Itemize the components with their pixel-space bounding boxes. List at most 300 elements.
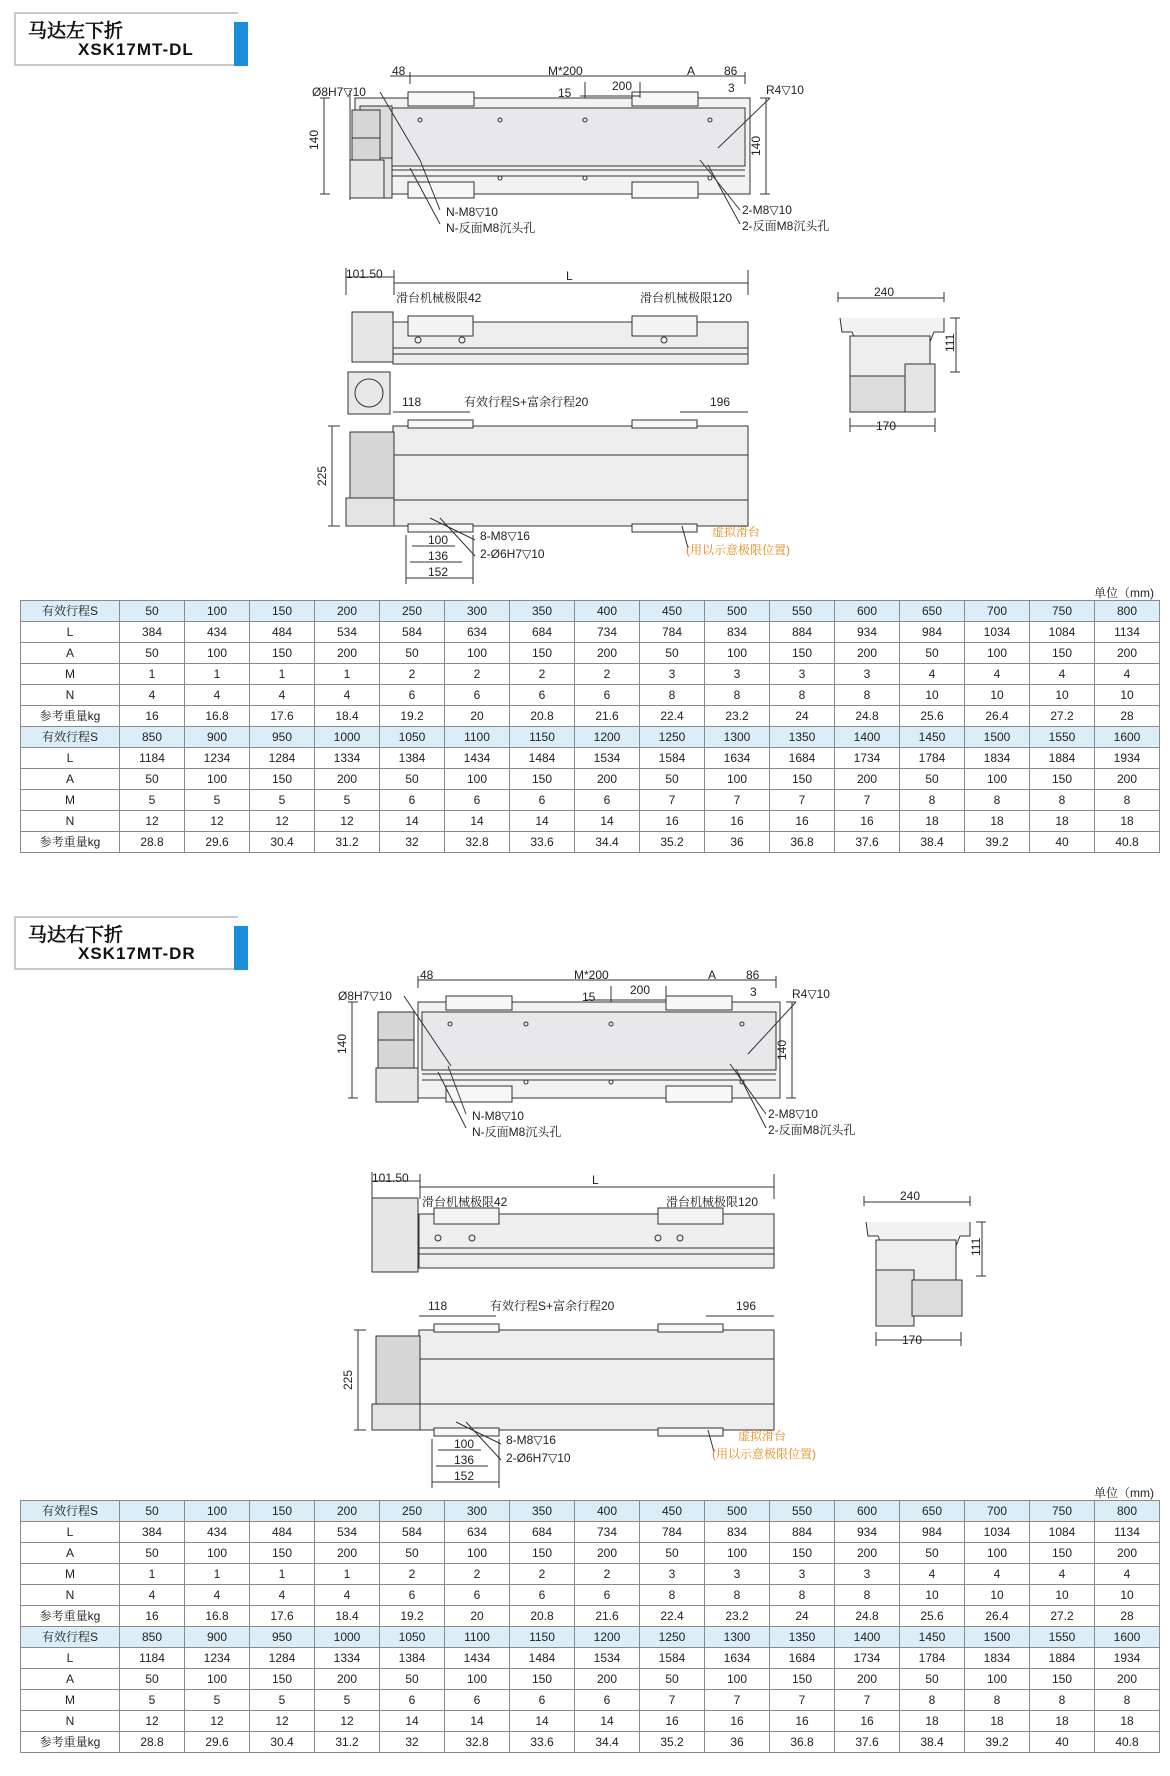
table-cell: 12: [250, 1711, 315, 1732]
dim-240: 240: [900, 1189, 921, 1203]
table-cell: 50: [380, 1543, 445, 1564]
table-cell: 450: [640, 601, 705, 622]
table-cell: 50: [120, 1543, 185, 1564]
table-cell: 1684: [770, 1648, 835, 1669]
table-cell: 30.4: [250, 832, 315, 853]
table-cell: 584: [380, 622, 445, 643]
label-pin: Ø8H7▽10: [338, 989, 392, 1003]
table-cell: 20.8: [510, 1606, 575, 1627]
table-cell: 3: [770, 1564, 835, 1585]
table-row: [21, 1711, 1160, 1732]
table-cell: 4: [250, 1585, 315, 1606]
table-cell: 2: [575, 664, 640, 685]
table-cell: 4: [120, 685, 185, 706]
table-cell: 900: [185, 727, 250, 748]
table-cell: 1234: [185, 1648, 250, 1669]
table-cell: 8: [1095, 790, 1160, 811]
table-cell: 5: [185, 790, 250, 811]
top-view: [348, 976, 796, 1128]
table-cell: 150: [250, 643, 315, 664]
dim-3: 3: [728, 81, 735, 95]
table-cell: 100: [965, 1669, 1030, 1690]
table-cell: 1934: [1095, 1648, 1160, 1669]
dim-m200: M*200: [548, 64, 583, 78]
table-cell: 1000: [315, 727, 380, 748]
table-cell: 39.2: [965, 1732, 1030, 1753]
table-cell: 50: [640, 1543, 705, 1564]
table-cell: 984: [900, 1522, 965, 1543]
table-cell: 150: [250, 1669, 315, 1690]
table-cell: 1: [250, 1564, 315, 1585]
table-cell: 684: [510, 622, 575, 643]
table-cell: 7: [770, 1690, 835, 1711]
table-cell: 1: [185, 664, 250, 685]
table-cell: 1484: [510, 748, 575, 769]
table-cell: 50: [380, 643, 445, 664]
table-cell: 984: [900, 622, 965, 643]
table-cell: 12: [185, 811, 250, 832]
label-8-m8: 8-M8▽16: [506, 1433, 556, 1447]
table-cell: 2: [380, 664, 445, 685]
table-row: [21, 832, 1160, 853]
dim-m200: M*200: [574, 968, 609, 982]
table-cell: 28: [1095, 706, 1160, 727]
table-cell: 18.4: [315, 706, 380, 727]
table-cell: 750: [1030, 1501, 1095, 1522]
table-cell: 18.4: [315, 1606, 380, 1627]
table-cell: 26.4: [965, 1606, 1030, 1627]
table-cell: 24: [770, 1606, 835, 1627]
table-cell: 100: [185, 601, 250, 622]
table-cell: 850: [120, 1627, 185, 1648]
row-header: A: [21, 643, 120, 664]
table-cell: 16: [705, 811, 770, 832]
end-view: [864, 1196, 986, 1346]
table-cell: 1300: [705, 1627, 770, 1648]
dim-a: A: [708, 968, 717, 982]
dim-118: 118: [428, 1299, 448, 1313]
table-cell: 50: [900, 1669, 965, 1690]
table-cell: 150: [1030, 1669, 1095, 1690]
table-cell: 1550: [1030, 1627, 1095, 1648]
label-virtual: 虚拟滑台: [712, 525, 761, 539]
label-2-back: 2-反面M8沉头孔: [742, 219, 830, 233]
table-cell: 8: [640, 685, 705, 706]
table-cell: 8: [965, 1690, 1030, 1711]
dim-196: 196: [710, 395, 731, 409]
table-cell: 300: [445, 601, 510, 622]
dim-86: 86: [746, 968, 760, 982]
table-cell: 23.2: [705, 706, 770, 727]
table-cell: 4: [185, 1585, 250, 1606]
table-cell: 35.2: [640, 832, 705, 853]
dim-15: 15: [558, 86, 572, 100]
table-cell: 4: [1030, 664, 1095, 685]
table-cell: 200: [1095, 1543, 1160, 1564]
table-cell: 650: [900, 601, 965, 622]
table-cell: 16: [640, 1711, 705, 1732]
dim-118: 118: [402, 395, 422, 409]
table-cell: 50: [120, 769, 185, 790]
table-cell: 33.6: [510, 832, 575, 853]
dim-111: 111: [969, 1237, 983, 1256]
table-cell: 50: [380, 1669, 445, 1690]
table-cell: 100: [185, 1543, 250, 1564]
label-limit-120: 滑台机械极限120: [666, 1195, 759, 1209]
table-cell: 25.6: [900, 706, 965, 727]
row-header: L: [21, 1522, 120, 1543]
table-cell: 1500: [965, 727, 1030, 748]
table-cell: 384: [120, 1522, 185, 1543]
table-cell: 6: [510, 1585, 575, 1606]
table-cell: 100: [185, 1669, 250, 1690]
table-cell: 8: [705, 1585, 770, 1606]
table-cell: 1300: [705, 727, 770, 748]
table-cell: 12: [185, 1711, 250, 1732]
table-cell: 1834: [965, 1648, 1030, 1669]
dim-152: 152: [428, 565, 449, 579]
table-cell: 150: [1030, 769, 1095, 790]
table-cell: 200: [575, 1543, 640, 1564]
table-cell: 31.2: [315, 1732, 380, 1753]
table-cell: 1150: [510, 1627, 575, 1648]
table-cell: 2: [510, 664, 575, 685]
table-cell: 50: [640, 1669, 705, 1690]
table-cell: 1284: [250, 1648, 315, 1669]
table-cell: 14: [575, 1711, 640, 1732]
dim-140-right: 140: [749, 135, 763, 156]
table-cell: 5: [315, 790, 380, 811]
table-cell: 28: [1095, 1606, 1160, 1627]
table-cell: 21.6: [575, 1606, 640, 1627]
table-cell: 200: [315, 643, 380, 664]
table-cell: 24.8: [835, 1606, 900, 1627]
model-name: XSK17MT-DL: [78, 40, 194, 59]
table-cell: 200: [575, 1669, 640, 1690]
table-cell: 1034: [965, 622, 1030, 643]
table-cell: 7: [770, 790, 835, 811]
model-name: XSK17MT-DR: [78, 944, 196, 963]
table-cell: 800: [1095, 601, 1160, 622]
table-cell: 26.4: [965, 706, 1030, 727]
table-cell: 22.4: [640, 1606, 705, 1627]
label-2-back: 2-反面M8沉头孔: [768, 1123, 856, 1137]
table-cell: 18: [900, 1711, 965, 1732]
side-view: [328, 268, 748, 584]
table-cell: 7: [705, 1690, 770, 1711]
table-cell: 3: [835, 664, 900, 685]
top-view-motor: [376, 1012, 418, 1102]
table-cell: 4: [250, 685, 315, 706]
table-cell: 1350: [770, 1627, 835, 1648]
table-cell: 850: [120, 727, 185, 748]
table-cell: 16: [835, 1711, 900, 1732]
table-cell: 500: [705, 1501, 770, 1522]
table-cell: 1: [185, 1564, 250, 1585]
table-cell: 634: [445, 622, 510, 643]
table-cell: 4: [1095, 664, 1160, 685]
table-cell: 6: [380, 685, 445, 706]
table-cell: 18: [1030, 811, 1095, 832]
table-cell: 38.4: [900, 1732, 965, 1753]
table-cell: 100: [445, 643, 510, 664]
label-pin-6: 2-Ø6H7▽10: [506, 1451, 571, 1465]
table-cell: 20: [445, 1606, 510, 1627]
table-cell: 200: [1095, 1669, 1160, 1690]
table-cell: 200: [1095, 643, 1160, 664]
table-cell: 1084: [1030, 1522, 1095, 1543]
dim-86: 86: [724, 64, 738, 78]
table-cell: 150: [770, 1543, 835, 1564]
table-cell: 150: [1030, 643, 1095, 664]
table-cell: 100: [445, 1543, 510, 1564]
table-cell: 1534: [575, 1648, 640, 1669]
table-cell: 50: [380, 769, 445, 790]
table-cell: 6: [575, 1585, 640, 1606]
table-row: [21, 664, 1160, 685]
table-cell: 1484: [510, 1648, 575, 1669]
table-cell: 150: [770, 643, 835, 664]
table-row: [21, 1690, 1160, 1711]
table-cell: 1350: [770, 727, 835, 748]
table-cell: 28.8: [120, 832, 185, 853]
table-cell: 1150: [510, 727, 575, 748]
label-n-back: N-反面M8沉头孔: [446, 221, 536, 235]
table-cell: 1000: [315, 1627, 380, 1648]
table-cell: 4: [185, 685, 250, 706]
table-row: [21, 1606, 1160, 1627]
table-cell: 884: [770, 1522, 835, 1543]
table-cell: 834: [705, 1522, 770, 1543]
dim-225: 225: [341, 1369, 355, 1390]
unit-label: 单位（mm): [1094, 586, 1154, 600]
label-pin: Ø8H7▽10: [312, 85, 366, 99]
table-cell: 100: [705, 1669, 770, 1690]
dim-140-left: 140: [335, 1033, 349, 1054]
table-cell: 14: [445, 1711, 510, 1732]
table-cell: 16.8: [185, 1606, 250, 1627]
table-cell: 10: [900, 685, 965, 706]
table-cell: 1084: [1030, 622, 1095, 643]
table-cell: 6: [575, 685, 640, 706]
table-cell: 18: [900, 811, 965, 832]
table-cell: 3: [835, 1564, 900, 1585]
label-limit-42: 滑台机械极限42: [422, 1195, 508, 1209]
table-cell: 4: [120, 1585, 185, 1606]
label-virtual-note: (用以示意极限位置): [686, 543, 790, 557]
table-cell: 8: [640, 1585, 705, 1606]
table-cell: 8: [770, 685, 835, 706]
table-cell: 1: [315, 1564, 380, 1585]
table-row: [21, 727, 1160, 748]
dim-170: 170: [876, 419, 897, 433]
table-cell: 7: [835, 1690, 900, 1711]
table-cell: 934: [835, 622, 900, 643]
dim-136: 136: [454, 1453, 475, 1467]
table-cell: 950: [250, 1627, 315, 1648]
table-cell: 14: [445, 811, 510, 832]
table-cell: 550: [770, 601, 835, 622]
table-cell: 1250: [640, 727, 705, 748]
table-cell: 40: [1030, 832, 1095, 853]
table-cell: 16: [770, 1711, 835, 1732]
table-cell: 400: [575, 601, 640, 622]
table-cell: 5: [250, 790, 315, 811]
table-cell: 18: [1030, 1711, 1095, 1732]
dim-140-left: 140: [307, 129, 321, 150]
dim-225: 225: [315, 465, 329, 486]
table-cell: 684: [510, 1522, 575, 1543]
table-cell: 14: [510, 1711, 575, 1732]
table-cell: 450: [640, 1501, 705, 1522]
table-cell: 434: [185, 622, 250, 643]
table-cell: 32.8: [445, 832, 510, 853]
table-cell: 1334: [315, 1648, 380, 1669]
table-cell: 1634: [705, 1648, 770, 1669]
row-header: 有效行程S: [21, 1501, 120, 1522]
row-header: M: [21, 1690, 120, 1711]
table-cell: 2: [445, 664, 510, 685]
table-cell: 20.8: [510, 706, 575, 727]
label-8-m8: 8-M8▽16: [480, 529, 530, 543]
table-cell: 6: [575, 790, 640, 811]
table-cell: 700: [965, 1501, 1030, 1522]
table-cell: 1784: [900, 748, 965, 769]
table-cell: 834: [705, 622, 770, 643]
table-cell: 434: [185, 1522, 250, 1543]
table-cell: 484: [250, 1522, 315, 1543]
table-cell: 2: [510, 1564, 575, 1585]
table-cell: 250: [380, 601, 445, 622]
table-cell: 1250: [640, 1627, 705, 1648]
table-cell: 1834: [965, 748, 1030, 769]
table-cell: 16: [705, 1711, 770, 1732]
table-cell: 1: [120, 664, 185, 685]
label-2-m8: 2-M8▽10: [768, 1107, 818, 1121]
table-cell: 4: [900, 1564, 965, 1585]
table-cell: 36.8: [770, 832, 835, 853]
table-cell: 1600: [1095, 1627, 1160, 1648]
table-cell: 600: [835, 601, 900, 622]
row-header: M: [21, 1564, 120, 1585]
label-limit-120: 滑台机械极限120: [640, 291, 733, 305]
table-cell: 16: [640, 811, 705, 832]
table-cell: 12: [120, 811, 185, 832]
dim-140-right: 140: [775, 1039, 789, 1060]
table-cell: 2: [445, 1564, 510, 1585]
table-cell: 634: [445, 1522, 510, 1543]
table-cell: 32: [380, 832, 445, 853]
table-cell: 200: [315, 601, 380, 622]
dim-l: L: [592, 1173, 599, 1187]
table-cell: 534: [315, 622, 380, 643]
table-cell: 100: [185, 1501, 250, 1522]
row-header: 有效行程S: [21, 601, 120, 622]
row-header: M: [21, 664, 120, 685]
table-cell: 16: [835, 811, 900, 832]
table-cell: 40.8: [1095, 832, 1160, 853]
spec-table-dr: [20, 1500, 1160, 1753]
table-cell: 27.2: [1030, 706, 1095, 727]
table-cell: 600: [835, 1501, 900, 1522]
spec-table-dl: [20, 600, 1160, 853]
table-cell: 884: [770, 622, 835, 643]
table-cell: 6: [445, 790, 510, 811]
table-cell: 35.2: [640, 1732, 705, 1753]
label-pin-6: 2-Ø6H7▽10: [480, 547, 545, 561]
top-view-motor: [350, 110, 384, 198]
table-cell: 1200: [575, 1627, 640, 1648]
table-cell: 30.4: [250, 1732, 315, 1753]
table-cell: 4: [315, 1585, 380, 1606]
table-cell: 12: [315, 1711, 380, 1732]
table-cell: 2: [575, 1564, 640, 1585]
table-cell: 950: [250, 727, 315, 748]
label-stroke: 有效行程S+富余行程20: [464, 395, 589, 409]
table-row: [21, 1585, 1160, 1606]
table-cell: 4: [900, 664, 965, 685]
table-cell: 10: [1095, 1585, 1160, 1606]
dim-136: 136: [428, 549, 449, 563]
table-cell: 8: [770, 1585, 835, 1606]
drawing-dr: [0, 904, 1170, 1494]
table-cell: 1934: [1095, 748, 1160, 769]
dim-100: 100: [454, 1437, 475, 1451]
table-cell: 10: [965, 1585, 1030, 1606]
table-cell: 1: [315, 664, 380, 685]
table-cell: 1234: [185, 748, 250, 769]
table-cell: 3: [705, 1564, 770, 1585]
dim-a: A: [687, 64, 696, 78]
table-cell: 36: [705, 1732, 770, 1753]
table-cell: 100: [185, 769, 250, 790]
row-header: 参考重量kg: [21, 706, 120, 727]
table-row: [21, 706, 1160, 727]
table-cell: 40: [1030, 1732, 1095, 1753]
dim-200: 200: [630, 983, 651, 997]
table-cell: 28.8: [120, 1732, 185, 1753]
table-cell: 8: [965, 790, 1030, 811]
drawing-dl: [0, 0, 1170, 590]
table-cell: 6: [510, 790, 575, 811]
table-cell: 34.4: [575, 1732, 640, 1753]
table-row: [21, 622, 1160, 643]
dim-152: 152: [454, 1469, 475, 1483]
table-cell: 6: [510, 685, 575, 706]
label-n-back: N-反面M8沉头孔: [472, 1125, 562, 1139]
table-cell: 5: [315, 1690, 380, 1711]
table-cell: 1400: [835, 727, 900, 748]
label-n-m8: N-M8▽10: [446, 205, 498, 219]
row-header: 参考重量kg: [21, 832, 120, 853]
table-cell: 7: [835, 790, 900, 811]
table-cell: 1134: [1095, 622, 1160, 643]
table-cell: 1050: [380, 1627, 445, 1648]
table-cell: 1450: [900, 727, 965, 748]
label-2-m8: 2-M8▽10: [742, 203, 792, 217]
table-cell: 17.6: [250, 1606, 315, 1627]
table-cell: 1184: [120, 748, 185, 769]
table-cell: 550: [770, 1501, 835, 1522]
table-cell: 150: [770, 769, 835, 790]
table-cell: 650: [900, 1501, 965, 1522]
dim-240: 240: [874, 285, 895, 299]
table-cell: 200: [1095, 769, 1160, 790]
table-cell: 5: [250, 1690, 315, 1711]
table-cell: 150: [510, 769, 575, 790]
table-cell: 50: [120, 1669, 185, 1690]
table-cell: 37.6: [835, 832, 900, 853]
